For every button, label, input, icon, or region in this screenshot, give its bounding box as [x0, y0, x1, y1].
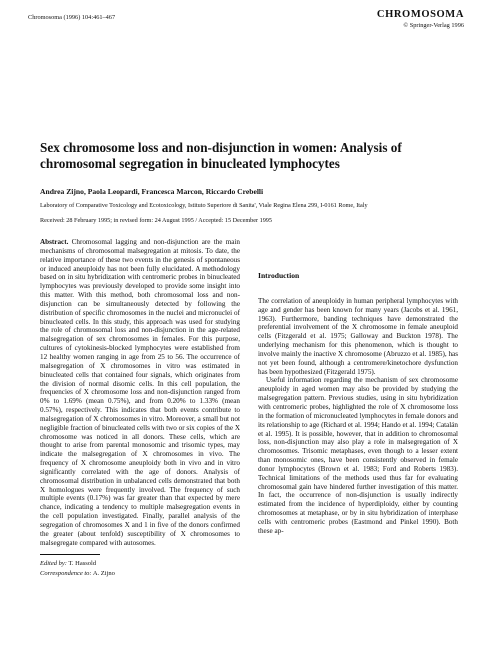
- correspondence-to: A. Zijno: [92, 570, 115, 578]
- publisher-copyright: © Springer-Verlag 1996: [403, 22, 464, 29]
- introduction-paragraph-1: The correlation of aneuploidy in human peripheral lymphocytes with age and gender has been known for many years (Jacobs et al. 1961, 1963). Furthermore, banding techniques have demonstrated the preferential involvement of the X chromosome in female aneuploid cells (Fitzgerald et al. 1975; Galloway and Buckton 1978). The underlying mechanism for this phenomenon, which is thought to involve mainly the inactive X chromosome (Abruzzo et al. 1985), has not yet been found, although a centromere/kinetochore dysfunction has been hypothesized (Fitzgerald 1975).: [258, 296, 458, 376]
- correspondence-label: Correspondence to:: [40, 570, 92, 578]
- left-column: [40, 238, 240, 580]
- journal-name: CHROMOSOMA: [376, 9, 464, 20]
- footnote-edited: [40, 559, 240, 570]
- introduction-heading: Introduction: [258, 271, 300, 280]
- footnote-correspondence: [40, 569, 240, 580]
- abstract-text: Chromosomal lagging and non-disjunction are the main mechanisms of chromosomal malsegregation at mitosis. To date, the relative importance of these two events in the genesis of spontaneous or induced aneuploidy has not been fully elucidated. A methodology based on in situ hybridization with centromeric probes in binucleated lymphocytes was previously developed to provide some insight into this matter. With this method, both chromosomal loss and non-disjunction can be simultaneously detected by following the distribution of specific chromosomes in the nuclei and micronuclei of binucleated cells. In this study, this approach was used for studying the role of chromosomal loss and non-disjunction in the age-related malsegregation of sex chromosomes in females. For this purpose, cultures of cytokinesis-blocked lymphocytes were established from 12 healthy women ranging in age from 25 to 56. The occurrence of malsegregation of X chromosomes in vitro was estimated in binucleated cells that contained four signals, which originates from the division of normal disomic cells. In this cell population, the frequencies of X chromosome loss and non-disjunction ranged from 0% to 1.69% (mean 0.75%), and from 0.20% to 1.33% (mean 0.57%), respectively. This indicates that both events contribute to malsegregation of X chromosomes in vitro. Moreover, a small but not negligible fraction of binucleated cells with two or six copies of the X chromosome was noticed in all donors. These cells, which are thought to arise from parental monosomic and trisomic types, may indicate the malsegregation of X chromosomes in vivo. The frequency of X chromosome aneuploidy both in vivo and in vitro significantly correlated with the age of donors. Analysis of chromosomal distribution in unbalanced cells demonstrated that both X homologues were frequently involved. The frequency of such multiple events (0.17%) was far greater than that expected by mere chance, indicating a tendency to multiple malsegregation events in the cell population investigated. Finally, parallel analysis of the segregation of chromosomes X and 1 in five of the donors confirmed the greater (about tenfold) susceptibility of X chromosomes to malsegregate compared with autosomes.: [40, 238, 240, 547]
- abstract-label: Abstract.: [40, 238, 69, 246]
- right-column: [258, 238, 458, 536]
- author-list: Andrea Zijno, Paola Leopardi, Francesca Marcon, Riccardo Crebelli: [40, 187, 264, 196]
- running-header-citation: Chromosoma (1996) 104:461–467: [28, 14, 116, 21]
- author-affiliation: Laboratory of Comparative Toxicology and Ecotoxicology, Istituto Superiore di Sanita', Viale Regina Elena 299, I-0161 Rome, Italy: [40, 202, 368, 209]
- edited-label: Edited by:: [40, 559, 67, 567]
- introduction-paragraph-2: Useful information regarding the mechanism of sex chromosome aneuploidy in aged women may also be provided by studying the malsegregation pattern. Previous studies, using in situ hybridization with centromeric probes, highlighted the role of X chromosome loss in the formation of micronucleated lymphocytes in female donors and its relationship to age (Richard et al. 1994; Hando et al. 1994; Catalán et al. 1995). It is possible, however, that in addition to chromosomal loss, non-disjunction may also play a role in malsegregation of X chromosomes. Trisomic metaphases, even though to a lesser extent than monosomic ones, have been consistently observed in female donor lymphocytes (Brown et al. 1983; Ford and Roberts 1983). Technical limitations of the methods used thus far for evaluating chromosomal gain have hindered further investigation of this matter. In fact, the occurrence of non-disjunction is usually indirectly estimated from the incidence of hyperdiploidy, either by counting chromosomes at metaphase, or by in situ hybridization of interphase cells with centromeric probes (Eastmond and Pinkel 1990). Both these ap-: [258, 376, 458, 535]
- edited-by: T. Hassold: [68, 559, 97, 567]
- article-title: Sex chromosome loss and non-disjunction in women: Analysis of chromosomal segregation in binucleated lymphocytes: [40, 140, 402, 171]
- received-dates: Received: 28 February 1995; in revised form: 24 August 1995 / Accepted: 15 December 1995: [40, 217, 272, 224]
- abstract-paragraph: [40, 238, 240, 548]
- footnote-rule: [40, 554, 100, 555]
